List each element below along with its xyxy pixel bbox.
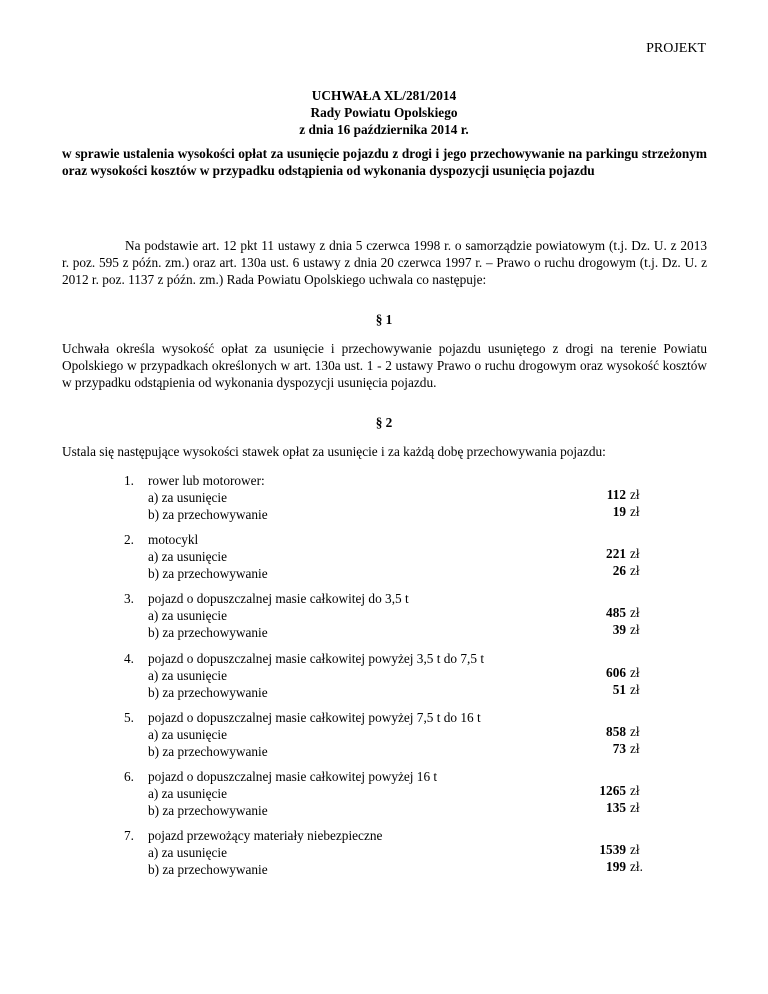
fee-item-name: motocykl: [148, 532, 199, 547]
title-line-3: z dnia 16 października 2014 r.: [299, 122, 469, 137]
fee-value-a: 1265: [599, 783, 626, 798]
fee-value-b: 51: [612, 682, 626, 697]
fee-item-label-a: a) za usunięcie: [148, 490, 227, 505]
fee-item-label-a: a) za usunięcie: [148, 727, 227, 742]
fee-item-name: pojazd o dopuszczalnej masie całkowitej powyżej 7,5 t do 16 t: [148, 710, 481, 725]
fee-unit-b: zł: [630, 504, 640, 519]
fee-item-number: 7.: [124, 828, 134, 843]
fee-unit-b: zł: [630, 622, 640, 637]
fee-item-label-b: b) za przechowywanie: [148, 625, 268, 640]
fee-value-b: 199: [606, 859, 626, 874]
fee-unit-a: zł: [630, 783, 640, 798]
fee-value-b: 39: [612, 622, 626, 637]
fee-value-a: 221: [606, 546, 626, 561]
fee-unit-b: zł: [630, 741, 640, 756]
fee-unit-b: zł: [630, 563, 640, 578]
fee-item-number: 3.: [124, 591, 134, 606]
legal-basis-text: Na podstawie art. 12 pkt 11 ustawy z dnia 5 czerwca 1998 r. o samorządzie powiatowym (t.j. Dz. U. z 2013 r. poz. 595 z późn. zm.) oraz art. 130a ust. 6 ustawy z dnia 20 czerwca 1997 r. – Prawo o ruchu drogowym (t.j. Dz. U. z 2012 r. poz. 1137 z późn. zm.) Rada Powiatu Opolskiego uchwala co następuje:: [62, 238, 707, 287]
fee-item-number: 4.: [124, 651, 134, 666]
section-1-heading: § 1: [375, 312, 393, 327]
fee-item-label-a: a) za usunięcie: [148, 786, 227, 801]
fee-unit-a: zł: [630, 487, 640, 502]
fee-value-a: 858: [606, 724, 626, 739]
fee-item-number: 6.: [124, 769, 134, 784]
fee-item-label-a: a) za usunięcie: [148, 845, 227, 860]
fee-unit-b: zł: [630, 682, 640, 697]
fee-value-a: 1539: [599, 842, 626, 857]
title-line-2: Rady Powiatu Opolskiego: [310, 105, 458, 120]
fee-unit-b: zł.: [630, 859, 643, 874]
fee-item-name: rower lub motorower:: [148, 473, 265, 488]
fee-item-label-b: b) za przechowywanie: [148, 566, 268, 581]
section-2-heading: § 2: [375, 415, 393, 430]
fee-item-name: pojazd o dopuszczalnej masie całkowitej powyżej 16 t: [148, 769, 438, 784]
projekt-label: PROJEKT: [646, 41, 706, 56]
fee-item-label-a: a) za usunięcie: [148, 608, 227, 623]
fee-unit-a: zł: [630, 605, 640, 620]
fee-value-b: 26: [612, 563, 626, 578]
fee-item-name: pojazd o dopuszczalnej masie całkowitej powyżej 3,5 t do 7,5 t: [148, 651, 485, 666]
legal-basis: [62, 237, 707, 288]
fee-unit-a: zł: [630, 665, 640, 680]
fee-value-b: 135: [606, 800, 626, 815]
resolution-subject: w sprawie ustalenia wysokości opłat za usunięcie pojazdu z drogi i jego przechowywanie na parkingu strzeżonym oraz wysokości kosztów w przypadku odstąpienia od wykonania dyspozycji usunięcia pojazdu: [62, 146, 707, 178]
section-1-text: Uchwała określa wysokość opłat za usunięcie i przechowywanie pojazdu usuniętego z drogi na terenie Powiatu Opolskiego w przypadkach określonych w art. 130a ust. 1 - 2 ustawy Prawo o ruchu drogowym oraz wysokość kosztów w przypadku odstąpienia od wykonania dyspozycji usunięcia pojazdu.: [62, 341, 707, 390]
fee-item-name: pojazd o dopuszczalnej masie całkowitej do 3,5 t: [148, 591, 409, 606]
resolution-title: [0, 87, 768, 138]
fee-value-a: 485: [606, 605, 626, 620]
fee-value-a: 606: [606, 665, 626, 680]
fee-item-label-b: b) za przechowywanie: [148, 507, 268, 522]
fee-item-label-b: b) za przechowywanie: [148, 862, 268, 877]
fee-unit-b: zł: [630, 800, 640, 815]
title-line-1: UCHWAŁA XL/281/2014: [311, 88, 457, 103]
section-2-intro: Ustala się następujące wysokości stawek opłat za usunięcie i za każdą dobę przechowywania pojazdu:: [62, 444, 606, 459]
fee-item-name: pojazd przewożący materiały niebezpieczne: [148, 828, 383, 843]
fee-item-label-b: b) za przechowywanie: [148, 803, 268, 818]
fee-item-label-a: a) za usunięcie: [148, 668, 227, 683]
fee-item-number: 5.: [124, 710, 134, 725]
fee-unit-a: zł: [630, 842, 640, 857]
fee-unit-a: zł: [630, 724, 640, 739]
fee-value-b: 73: [612, 741, 626, 756]
fee-value-b: 19: [612, 504, 626, 519]
fee-item-label-b: b) za przechowywanie: [148, 685, 268, 700]
fee-item-number: 2.: [124, 532, 134, 547]
fee-item-label-b: b) za przechowywanie: [148, 744, 268, 759]
fee-item-number: 1.: [124, 473, 134, 488]
fee-item-label-a: a) za usunięcie: [148, 549, 227, 564]
fee-unit-a: zł: [630, 546, 640, 561]
fee-value-a: 112: [606, 487, 626, 502]
